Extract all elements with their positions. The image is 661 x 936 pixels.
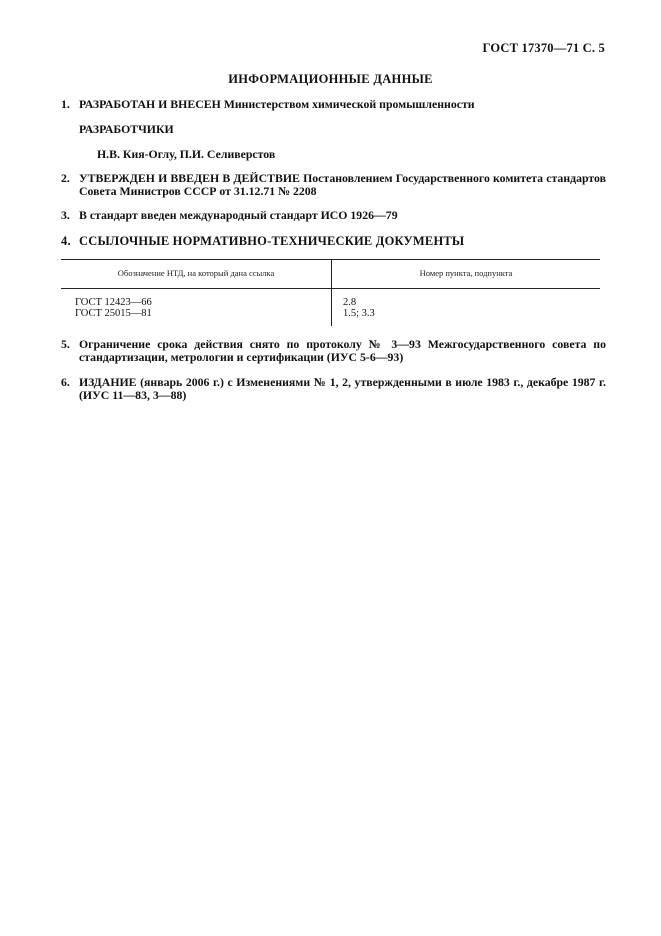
item-number: 1. [61, 97, 70, 111]
info-item-6 [61, 376, 606, 402]
page-header-code: ГОСТ 17370—71 С. 5 [482, 41, 605, 55]
table-header-clause: Номер пункта, подпункта [419, 268, 513, 278]
info-item-4 [61, 234, 464, 249]
table-cell-clause: 1.5; 3.3 [343, 308, 375, 319]
info-item-2 [61, 172, 606, 198]
item-text: В стандарт введен международный стандарт ИСО 1926—79 [79, 208, 398, 222]
info-item-5 [61, 338, 606, 364]
item-text: ССЫЛОЧНЫЕ НОРМАТИВНО-ТЕХНИЧЕСКИЕ ДОКУМЕНТЫ [79, 234, 465, 248]
section-title: ИНФОРМАЦИОННЫЕ ДАННЫЕ [228, 72, 433, 86]
table-header-ntd: Обозначение НТД, на который дана ссылка [117, 268, 275, 278]
item-number: 6. [61, 375, 70, 389]
item-text: УТВЕРЖДЕН И ВВЕДЕН В ДЕЙСТВИЕ Постановлением Государственного комитета стандартов Совета Министров СССР от 31.12.71 № 2208 [79, 171, 606, 198]
item-number: 5. [61, 337, 70, 351]
item-number: 3. [61, 208, 70, 222]
item-number: 2. [61, 171, 70, 185]
item-text: РАЗРАБОТАН И ВНЕСЕН Министерством химической промышленности [79, 97, 475, 111]
info-item-1 [61, 98, 606, 111]
table-cell-ntd: ГОСТ 12423—66 [75, 297, 152, 308]
info-item-3 [61, 209, 606, 222]
developers-names: Н.В. Кия-Оглу, П.И. Селиверстов [97, 147, 276, 161]
table-cell-clause: 2.8 [343, 297, 357, 308]
developers-label: РАЗРАБОТЧИКИ [79, 122, 174, 136]
table-cell-ntd: ГОСТ 25015—81 [75, 308, 152, 319]
reference-table [61, 259, 600, 326]
item-text: Ограничение срока действия снято по протоколу № 3—93 Межгосударственного совета по стандартизации, метрологии и сертификации (ИУС 5-6—93) [79, 337, 606, 364]
item-number: 4. [61, 234, 71, 248]
item-text: ИЗДАНИЕ (январь 2006 г.) с Изменениями № 1, 2, утвержденными в июле 1983 г., декабре 1987 г. (ИУС 11—83, 3—88) [79, 375, 606, 402]
